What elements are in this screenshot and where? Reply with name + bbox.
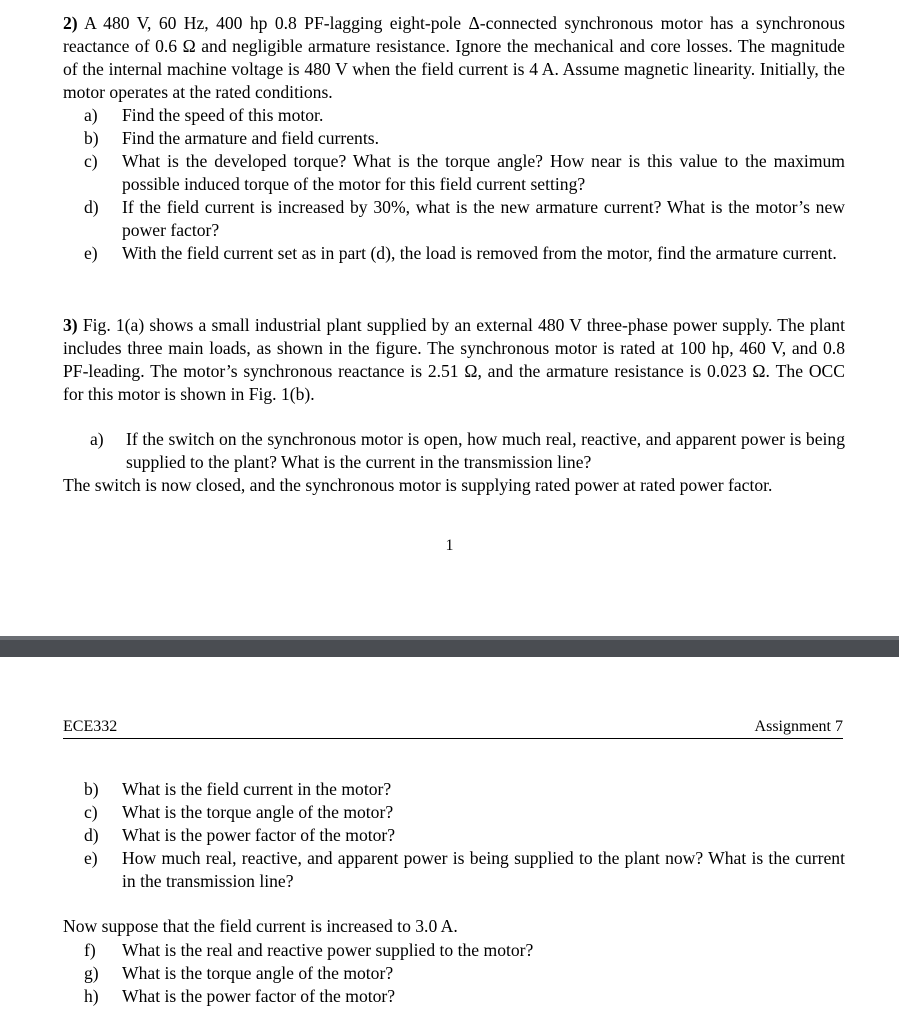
separator-stripe [0, 636, 899, 640]
item-marker: a) [84, 105, 98, 125]
list-item [84, 824, 845, 847]
question-2-parts [84, 104, 845, 265]
question-3-continuation: The switch is now closed, and the synchronous motor is supplying rated power at rated power factor. [63, 475, 773, 495]
question-2-stem [63, 12, 845, 104]
item-marker: e) [84, 243, 98, 263]
item-marker: b) [84, 779, 99, 799]
list-item [84, 242, 845, 265]
item-text: If the field current is increased by 30%, what is the new armature current? What is the motor’s new power factor? [122, 197, 845, 240]
question-3-parts-continued [84, 778, 845, 893]
item-marker: d) [84, 197, 99, 217]
question-3-number: 3) [63, 315, 78, 335]
list-item [84, 962, 845, 985]
item-text: Find the speed of this motor. [122, 105, 324, 125]
question-3-stem [63, 314, 845, 406]
header-course: ECE332 [63, 718, 118, 735]
item-marker: h) [84, 986, 99, 1006]
question-3-part-a [84, 428, 845, 474]
list-item [84, 778, 845, 801]
list-item [84, 150, 845, 196]
document-page-2 [0, 657, 899, 1024]
item-text: How much real, reactive, and apparent power is being supplied to the plant now? What is the current in the transmission line? [122, 848, 845, 891]
item-marker: a) [90, 429, 104, 449]
item-text: What is the real and reactive power supplied to the motor? [122, 940, 534, 960]
item-marker: e) [84, 848, 98, 868]
question-3-parts-final [84, 939, 845, 1008]
item-marker: c) [84, 151, 98, 171]
item-marker: g) [84, 963, 99, 983]
page-separator [0, 636, 899, 657]
list-item [84, 196, 845, 242]
item-text: What is the torque angle of the motor? [122, 963, 394, 983]
list-item [84, 939, 845, 962]
list-item [84, 801, 845, 824]
item-text: With the field current set as in part (d), the load is removed from the motor, find the armature current. [122, 243, 837, 263]
item-text: Find the armature and field currents. [122, 128, 379, 148]
item-marker: d) [84, 825, 99, 845]
page-header [63, 717, 843, 739]
item-text: What is the torque angle of the motor? [122, 802, 394, 822]
page-number: 1 [445, 537, 454, 554]
header-assignment: Assignment 7 [754, 718, 843, 735]
list-item [84, 985, 845, 1008]
item-marker: c) [84, 802, 98, 822]
list-item [84, 847, 845, 893]
field-current-statement: Now suppose that the field current is increased to 3.0 A. [63, 916, 458, 936]
question-2-text: A 480 V, 60 Hz, 400 hp 0.8 PF-lagging eight-pole Δ-connected synchronous motor has a synchronous reactance of 0.6 Ω and negligible armature resistance. Ignore the mechanical and core losses. The magnitude of the internal machine voltage is 480 V when the field current is 4 A. Assume magnetic linearity. Initially, the motor operates at the rated conditions. [63, 13, 845, 102]
item-text: What is the power factor of the motor? [122, 825, 396, 845]
question-2-number: 2) [63, 13, 78, 33]
item-text: What is the power factor of the motor? [122, 986, 396, 1006]
item-marker: f) [84, 940, 96, 960]
item-text: What is the developed torque? What is the torque angle? How near is this value to the maximum possible induced torque of the motor for this field current setting? [122, 151, 845, 194]
list-item [84, 428, 845, 474]
item-text: If the switch on the synchronous motor is open, how much real, reactive, and apparent power is being supplied to the plant? What is the current in the transmission line? [126, 429, 845, 472]
list-item [84, 104, 845, 127]
item-text: What is the field current in the motor? [122, 779, 392, 799]
question-3-text: Fig. 1(a) shows a small industrial plant supplied by an external 480 V three-phase power supply. The plant includes three main loads, as shown in the figure. The synchronous motor is rated at 100 hp, 460 V, and 0.8 PF-leading. The motor’s synchronous reactance is 2.51 Ω, and the armature resistance is 0.023 Ω. The OCC for this motor is shown in Fig. 1(b). [63, 315, 845, 404]
item-marker: b) [84, 128, 99, 148]
list-item [84, 127, 845, 150]
